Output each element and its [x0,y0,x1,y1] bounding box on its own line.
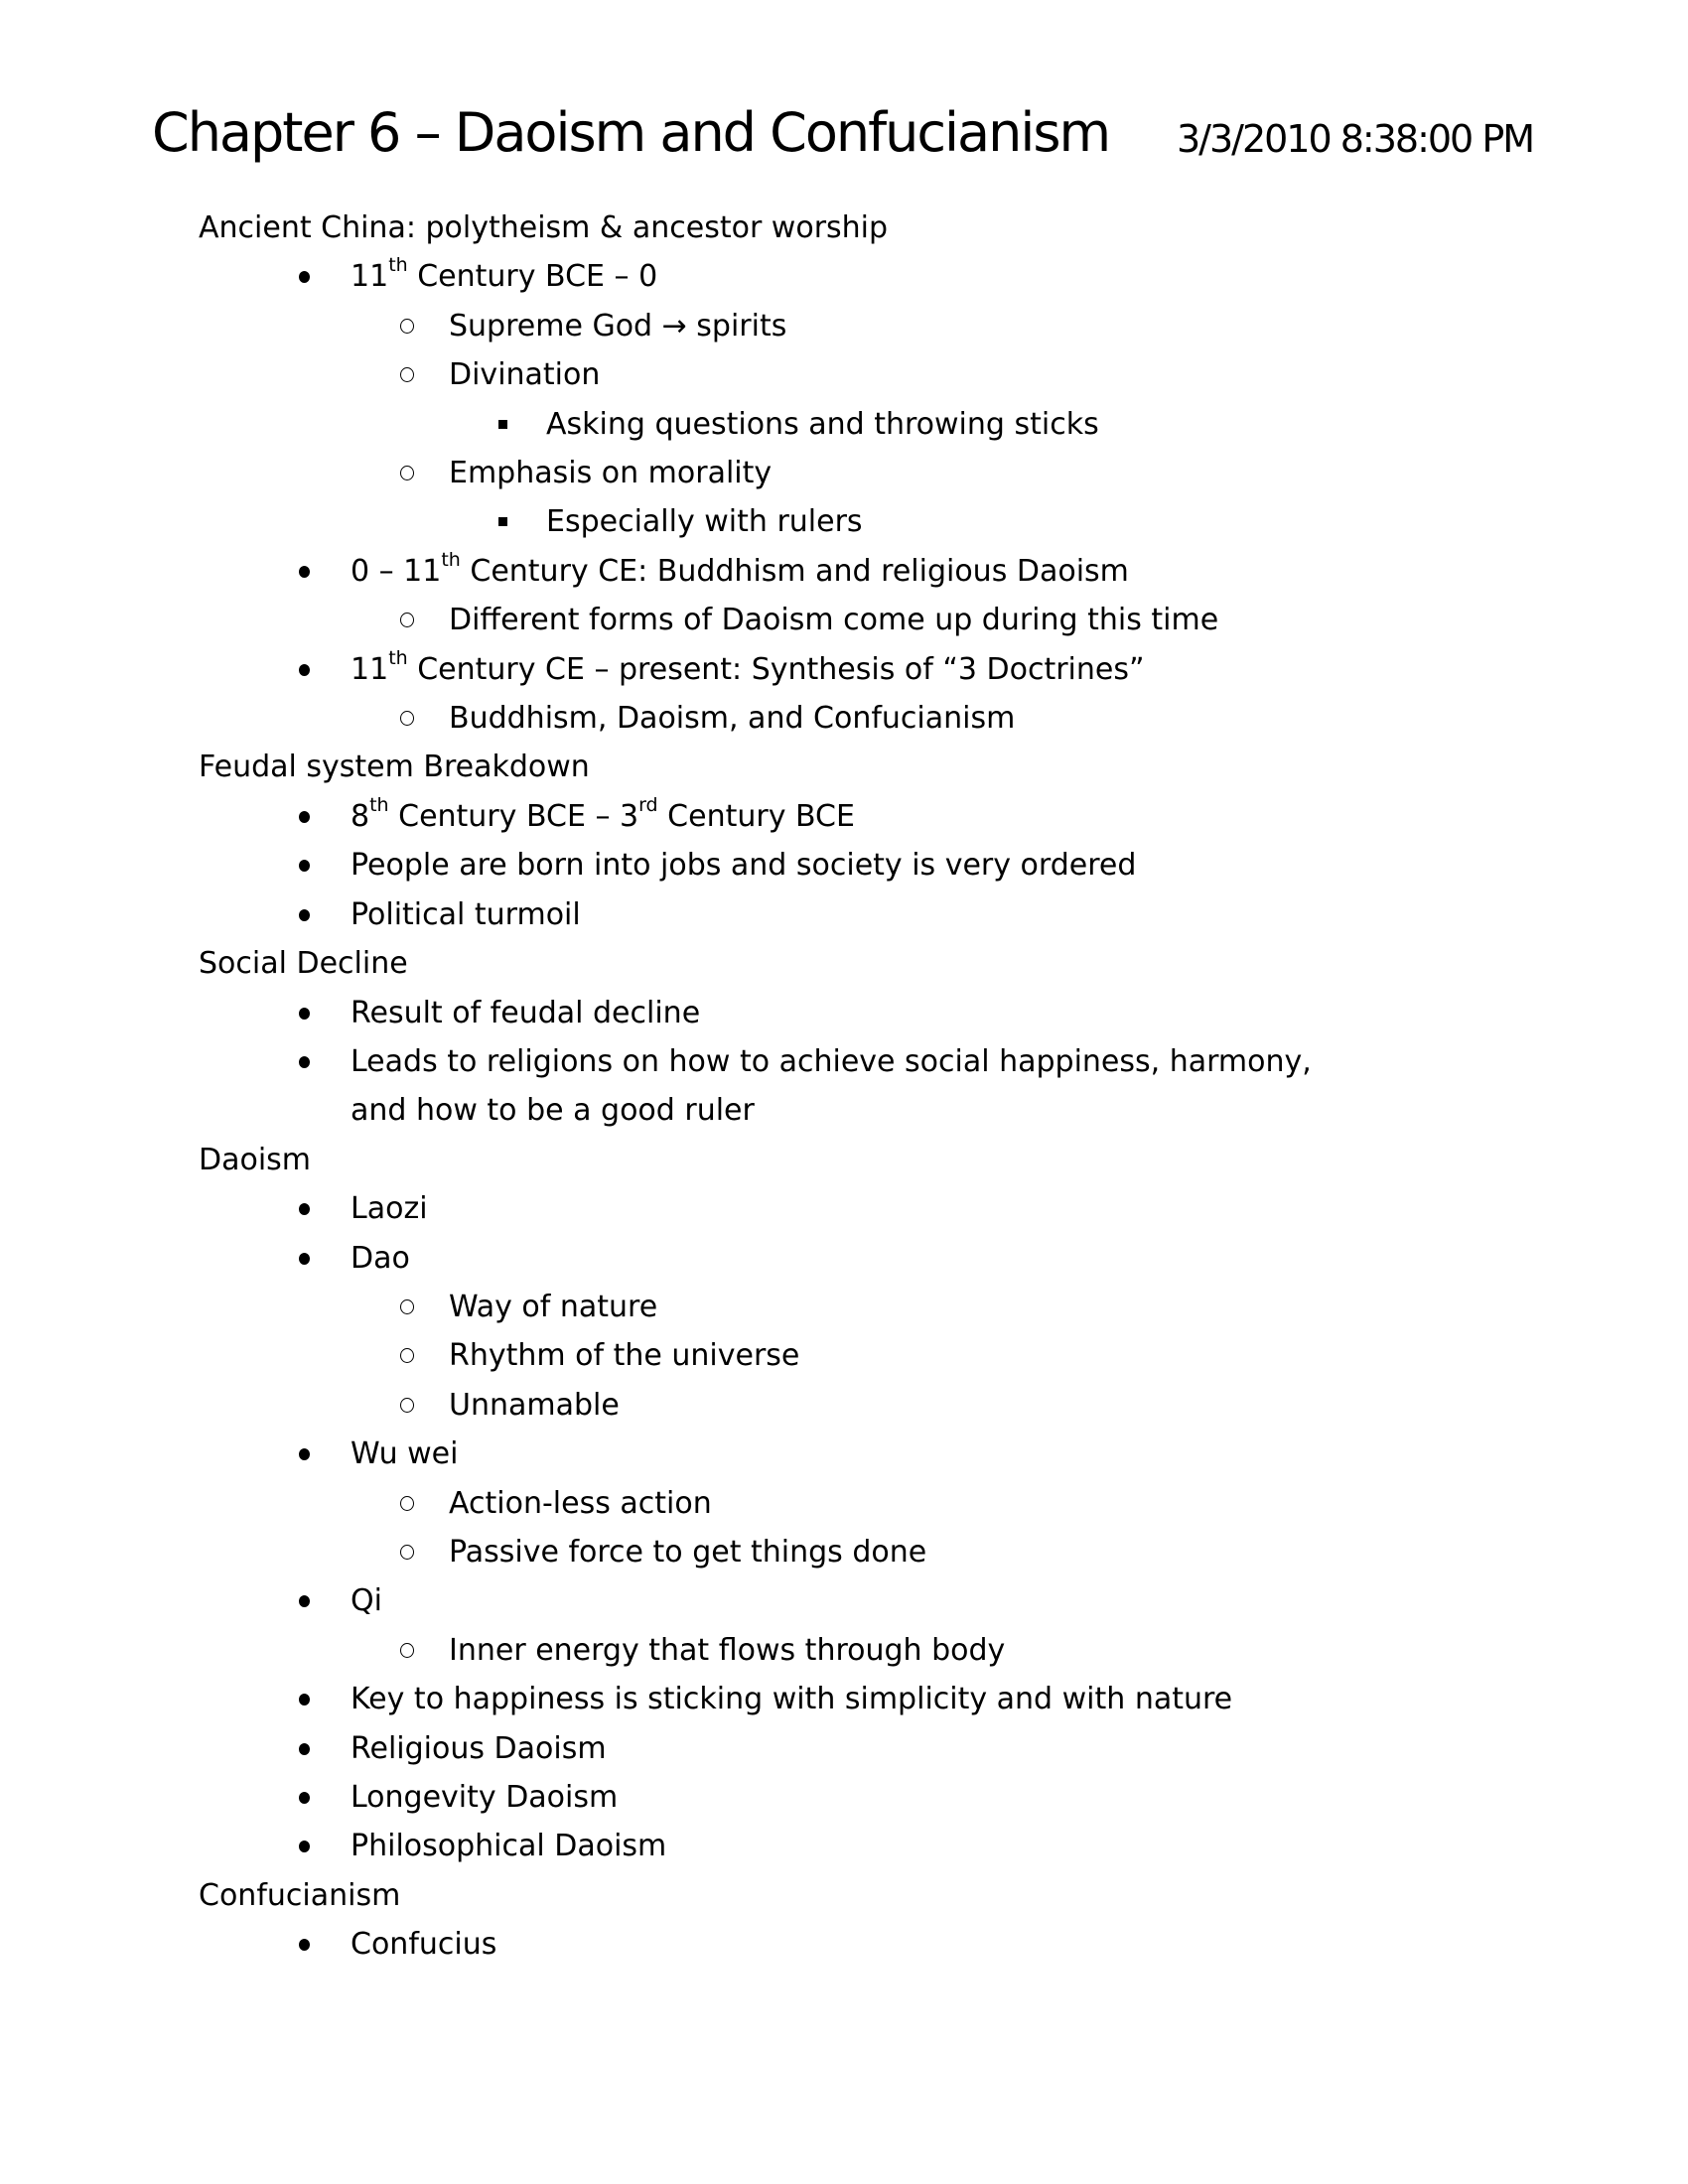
outline-item-text: Laozi [351,1191,428,1227]
outline-item-text: Religious Daoism [351,1730,607,1766]
outline-item-text: 11th Century CE – present: Synthesis of “3 Doctrines” [351,646,1145,687]
open-circle-bullet [400,319,414,334]
outline-item [0,1331,1688,1380]
outline-item-text: Passive force to get things done [449,1534,927,1570]
outline-item [0,1234,1688,1283]
open-circle-bullet [400,1545,414,1560]
outline-item-text: Supreme God → spirits [449,308,787,343]
superscript-text: th [369,793,389,816]
outline-item-text: Qi [351,1583,382,1619]
filled-circle-bullet [299,1448,310,1460]
outline-item [0,204,1688,252]
filled-circle-bullet [299,271,310,283]
filled-circle-bullet [299,566,310,578]
filled-circle-bullet [299,1595,310,1607]
outline-item-text: Social Decline [199,946,408,982]
outline-item-text: 11th Century BCE – 0 [351,254,658,295]
outline-item [0,890,1688,939]
outline-item-text: Inner energy that flows through body [449,1632,1006,1668]
filled-circle-bullet [299,1008,310,1020]
outline-item [0,1626,1688,1675]
filled-circle-bullet [299,1841,310,1852]
outline-item [0,1675,1688,1723]
open-circle-bullet [400,613,414,627]
filled-circle-bullet [299,1743,310,1755]
outline-item-text: Daoism [199,1142,312,1177]
outline-item [0,497,1688,546]
filled-circle-bullet [299,664,310,676]
outline-item [0,547,1688,596]
outline-item-text: Action-less action [449,1485,712,1521]
outline-item-text: Confucius [351,1927,497,1963]
outline-item-text: Unnamable [449,1387,620,1423]
outline-item-text: Political turmoil [351,896,581,932]
filled-circle-bullet [299,1939,310,1951]
timestamp: 3/3/2010 8:38:00 PM [1177,117,1534,161]
outline-item [0,792,1688,841]
outline-item-text: Emphasis on morality [449,456,773,491]
outline-item [0,1430,1688,1478]
outline-item [0,989,1688,1037]
outline-item [0,1724,1688,1773]
outline-item-text: Philosophical Daoism [351,1829,667,1864]
filled-circle-bullet [299,1056,310,1068]
outline-item [0,1479,1688,1528]
outline-item [0,645,1688,694]
open-circle-bullet [400,1398,414,1413]
filled-square-bullet [498,420,507,429]
open-circle-bullet [400,711,414,726]
outline-item [0,1381,1688,1430]
open-circle-bullet [400,1299,414,1314]
outline-item [0,1822,1688,1870]
outline-item-text: 8th Century BCE – 3rd Century BCE [351,793,855,834]
outline-item-text: Especially with rulers [546,504,863,540]
filled-circle-bullet [299,811,310,823]
outline-item-text: Rhythm of the universe [449,1338,800,1374]
outline-item-text: Asking questions and throwing sticks [546,406,1099,442]
outline-item-text: People are born into jobs and society is very ordered [351,848,1137,884]
outline-item [0,252,1688,301]
outline-item-text: Confucianism [199,1877,401,1913]
outline-item-text: Ancient China: polytheism & ancestor worship [199,210,889,245]
outline-item-text: Buddhism, Daoism, and Confucianism [449,701,1016,737]
outline-item-text: Feudal system Breakdown [199,750,590,785]
outline-item [0,400,1688,449]
outline-item-text: Divination [449,357,601,393]
superscript-text: th [388,254,408,277]
outline-item [0,1037,1688,1136]
outline [0,204,1688,1970]
outline-item [0,1576,1688,1625]
superscript-text: th [441,548,461,571]
outline-item [0,743,1688,791]
outline-item-text: Longevity Daoism [351,1780,619,1815]
filled-circle-bullet [299,1253,310,1265]
outline-item-text: Dao [351,1240,410,1276]
outline-item-text: Way of nature [449,1289,658,1324]
outline-item [0,350,1688,399]
outline-item-text: Wu wei [351,1436,459,1472]
filled-square-bullet [498,517,507,526]
filled-circle-bullet [299,1694,310,1706]
outline-item [0,1283,1688,1331]
outline-item [0,1871,1688,1920]
outline-item [0,694,1688,743]
outline-item-text: 0 – 11th Century CE: Buddhism and religious Daoism [351,548,1129,589]
outline-item [0,1136,1688,1184]
outline-item [0,1773,1688,1822]
open-circle-bullet [400,466,414,480]
outline-item [0,1528,1688,1576]
superscript-text: rd [638,793,658,816]
outline-item [0,449,1688,497]
open-circle-bullet [400,1348,414,1363]
outline-item-text: Leads to religions on how to achieve social happiness, harmony, and how to be a good ruler [351,1043,1312,1129]
filled-circle-bullet [299,1203,310,1215]
outline-item [0,302,1688,350]
outline-item [0,1920,1688,1969]
open-circle-bullet [400,1643,414,1658]
open-circle-bullet [400,367,414,382]
outline-item [0,841,1688,889]
outline-item [0,1184,1688,1233]
filled-circle-bullet [299,860,310,872]
open-circle-bullet [400,1496,414,1511]
document-header [0,0,1688,179]
outline-item [0,939,1688,988]
outline-item-text: Different forms of Daoism come up during this time [449,603,1219,638]
page-title: Chapter 6 – Daoism and Confucianism [152,101,1110,164]
filled-circle-bullet [299,909,310,921]
filled-circle-bullet [299,1792,310,1804]
outline-item-text: Key to happiness is sticking with simplicity and with nature [351,1682,1233,1717]
outline-item [0,596,1688,644]
outline-item-text: Result of feudal decline [351,995,701,1030]
superscript-text: th [388,646,408,669]
